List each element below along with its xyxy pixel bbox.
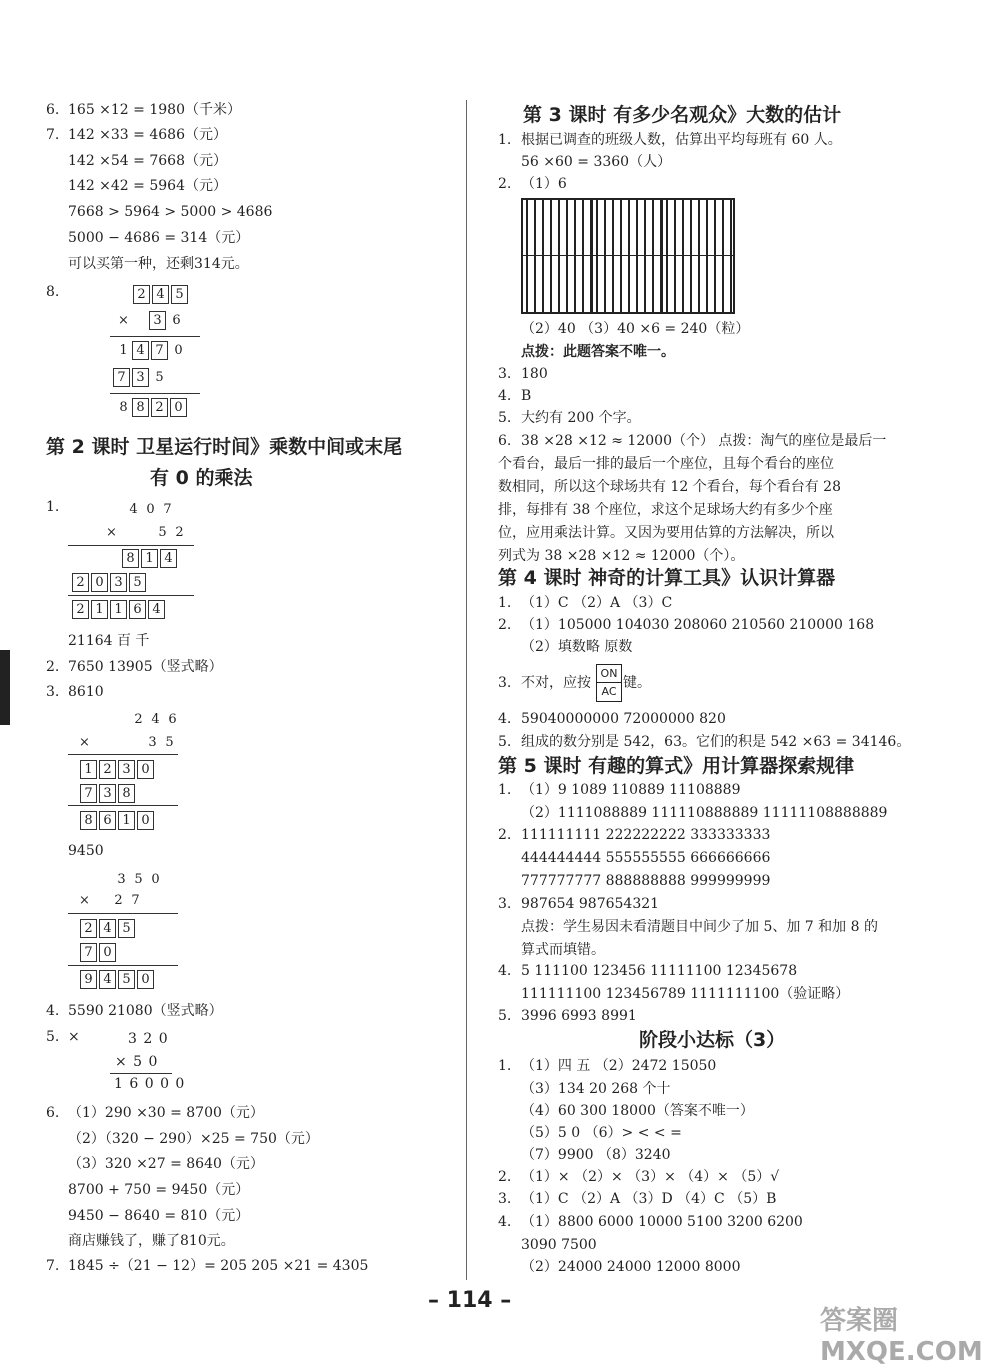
l2q3-row [80, 811, 156, 830]
digit-box: 1 [141, 549, 158, 568]
g1-line: （1）四 五 （2）2472 15050 [521, 1058, 717, 1074]
s4-answer: 59040000000 72000000 820 [521, 711, 726, 727]
digit-box: 1 [110, 600, 127, 619]
rule [68, 805, 178, 806]
digit-box: 0 [137, 760, 154, 779]
lesson2-title: 第 2 课时 卫星运行时间》乘数中间或末尾 [46, 436, 403, 458]
l2q3b-row [113, 870, 164, 889]
l2q1-row [72, 573, 148, 592]
p3-line: 987654 987654321 [521, 896, 660, 912]
s1-answer: （1）C （2）A （3）C [521, 595, 673, 611]
l2q3-row [80, 784, 137, 803]
digit-box: 4 [132, 341, 149, 360]
q7-line: 可以买第一种，还剩314元。 [68, 256, 249, 272]
q6-answer: 165 ×12 = 1980（千米） [68, 102, 241, 118]
rule [68, 545, 194, 546]
digit-box: 2 [99, 760, 116, 779]
l2q2-number: 2. [46, 659, 60, 675]
q7-number: 7. [46, 127, 60, 143]
digit-box: 4 [160, 549, 177, 568]
s5-answer: 组成的数分别是 542，63。它们的积是 542 ×63 = 34146。 [521, 734, 911, 750]
q7-line: 7668 > 5964 > 5000 > 4686 [68, 204, 273, 220]
digit-box: 2 [80, 919, 97, 938]
r4-answer: B [521, 388, 532, 404]
digit: 5 [158, 525, 167, 540]
p1-line: （1）9 1089 110889 11108889 [521, 782, 741, 798]
l2q1-number: 1. [46, 499, 60, 515]
l2q1-row [122, 549, 179, 568]
q8-row [115, 341, 187, 360]
grid-cell [662, 199, 734, 257]
r1-number: 1. [498, 132, 512, 148]
on-ac-key-icon [596, 664, 622, 702]
digit: 5 [134, 872, 143, 887]
digit: 2 [175, 525, 184, 540]
p5-answer: 3996 6993 8991 [521, 1008, 637, 1024]
r6-line: 列式为 38 ×28 ×12 ≈ 12000（个）。 [498, 548, 745, 564]
digit-box: 2 [72, 573, 89, 592]
l2q4-answer: 5590 21080（竖式略） [68, 1003, 223, 1019]
g1-line: （4）60 300 18000（答案不唯一） [521, 1103, 754, 1119]
digit: 7 [131, 893, 140, 908]
digit-box: 4 [99, 919, 116, 938]
r2-answer: （1）6 [521, 176, 567, 192]
digit: 0 [151, 872, 160, 887]
digit: 5 [155, 370, 164, 385]
l2q3b-row [80, 970, 156, 989]
l2q3b-row [80, 943, 118, 962]
digit: 2 [114, 893, 123, 908]
g1-line: （3）134 20 268 个十 [521, 1081, 671, 1097]
l2q7-answer: 1845 ÷（21 − 12）= 205 205 ×21 = 4305 [68, 1258, 369, 1274]
digit-box: 7 [80, 784, 97, 803]
l2q3-answer-2: 9450 [68, 843, 104, 859]
l2q1-row [103, 523, 188, 542]
l2q6-line: （1）290 ×30 = 8700（元） [68, 1105, 264, 1121]
l2q5-mark: × [68, 1029, 80, 1045]
rule [68, 754, 178, 755]
r6-line: 排，每排有 38 个座位，求这个足球场大约有多少个座 [498, 502, 833, 518]
times-sign: × [118, 313, 129, 328]
bean-grid-image [521, 198, 735, 314]
l2q3-number: 3. [46, 684, 60, 700]
r1-line: 根据已调查的班级人数，估算出平均每班有 60 人。 [521, 132, 842, 148]
times-sign: × [79, 893, 90, 908]
q7-line: 142 ×54 = 7668（元） [68, 153, 227, 169]
l2q6-line: （3）320 ×27 = 8640（元） [68, 1156, 264, 1172]
r5-answer: 大约有 200 个字。 [521, 410, 641, 426]
digit: 0 [174, 343, 183, 358]
digit-box: 4 [99, 970, 116, 989]
l2q6-line: （2）（320 − 290）×25 = 750（元） [68, 1131, 319, 1147]
digit-box: 2 [133, 285, 150, 304]
p2-line: 777777777 888888888 999999999 [521, 873, 771, 889]
p3-line: 算式而填错。 [521, 942, 605, 958]
p2-line: 444444444 555555555 666666666 [521, 850, 771, 866]
key-label-ac: AC [597, 682, 621, 700]
g2-answer: （1）× （2）× （3）× （4）× （5）√ [521, 1169, 780, 1185]
g4-line: （1）8800 6000 10000 5100 3200 6200 [521, 1214, 803, 1230]
s2-line: （2）填数略 原数 [521, 639, 633, 655]
l2q5-row: 1 6 0 0 0 [114, 1076, 186, 1092]
q7-line: 142 ×42 = 5964（元） [68, 178, 227, 194]
rule [68, 965, 178, 966]
digit-box: 6 [129, 600, 146, 619]
s5-number: 5. [498, 734, 512, 750]
digit-box: 0 [170, 398, 187, 417]
r5-number: 5. [498, 410, 512, 426]
p4-number: 4. [498, 963, 512, 979]
digit-box: 2 [72, 600, 89, 619]
r6-line: 个看台，最后一排的最后一个座位，且每个看台的座位 [498, 456, 834, 472]
l2q7-number: 7. [46, 1258, 60, 1274]
digit-box: 7 [113, 368, 130, 387]
digit: 8 [119, 400, 128, 415]
key-label-on: ON [600, 667, 618, 680]
q7-line: 5000 − 4686 = 314（元） [68, 230, 250, 246]
digit-box: 3 [118, 760, 135, 779]
r6-number: 6. [498, 433, 512, 449]
s3-number: 3. [498, 675, 512, 691]
l2q5-row: 3 2 0 [128, 1031, 169, 1047]
digit: 1 [119, 343, 128, 358]
q8-row [113, 368, 168, 387]
l2q3b-row [80, 919, 137, 938]
g2-number: 2. [498, 1169, 512, 1185]
l2q4-number: 4. [46, 1003, 60, 1019]
digit-box: 3 [132, 368, 149, 387]
l2q6-line: 商店赚钱了，赚了810元。 [68, 1233, 235, 1249]
digit: 6 [172, 313, 181, 328]
r3-answer: 180 [521, 366, 548, 382]
g3-answer: （1）C （2）A （3）D （4）C （5）B [521, 1191, 777, 1207]
g1-number: 1. [498, 1058, 512, 1074]
digit-box: 0 [91, 573, 108, 592]
q8-number: 8. [46, 284, 60, 300]
digit: 6 [168, 712, 177, 727]
r2-number: 2. [498, 176, 512, 192]
g1-line: （5）5 0 （6）> < < = [521, 1125, 682, 1141]
p2-number: 2. [498, 827, 512, 843]
digit-box: 3 [110, 573, 127, 592]
digit-box: 1 [118, 811, 135, 830]
p4-line: 5 111100 123456 11111100 12345678 [521, 963, 798, 979]
l2q3-row [76, 733, 178, 752]
digit-box: 7 [80, 943, 97, 962]
l2q3-row [130, 710, 181, 729]
p4-line: 111111100 123456789 1111111100（验证略） [521, 986, 850, 1002]
page-number: – 114 – [428, 1288, 512, 1313]
rule [110, 393, 200, 394]
s3-text-end: 键。 [623, 675, 651, 691]
p2-line: 111111111 222222222 333333333 [521, 827, 771, 843]
lesson4-title: 第 4 课时 神奇的计算工具》认识计算器 [498, 567, 836, 589]
digit: 4 [151, 712, 160, 727]
digit-box: 4 [152, 285, 169, 304]
g1-line: （7）9900 （8）3240 [521, 1147, 671, 1163]
digit-box: 5 [118, 919, 135, 938]
digit-box: 0 [137, 811, 154, 830]
q6-number: 6. [46, 102, 60, 118]
r2-tip: 点拨：此题答案不唯一。 [521, 344, 675, 360]
digit: 3 [117, 872, 126, 887]
digit-box: 7 [151, 341, 168, 360]
g4-number: 4. [498, 1214, 512, 1230]
p3-line: 点拨：学生易因未看清题目中间少了加 5、加 7 和加 8 的 [521, 919, 878, 935]
digit-box: 9 [80, 970, 97, 989]
scan-mark [0, 650, 10, 725]
p1-line: （2）1111088889 111110888889 11111108888889 [521, 805, 888, 821]
r6-line: 位，应用乘法计算。又因为要用估算的方法解决，所以 [498, 525, 834, 541]
l2q5-row: × 5 0 [115, 1054, 159, 1070]
digit: 7 [163, 502, 172, 517]
p3-number: 3. [498, 896, 512, 912]
digit-box: 6 [99, 811, 116, 830]
digit-box: 4 [148, 600, 165, 619]
grid-cell [662, 255, 734, 313]
r6-line: 38 ×28 ×12 ≈ 12000（个） 点拨：淘气的座位是最后一 [521, 433, 887, 449]
digit-box: 1 [91, 600, 108, 619]
p5-number: 5. [498, 1008, 512, 1024]
grid-cell [592, 255, 664, 313]
l2q1-row [125, 500, 176, 519]
r1-line: 56 ×60 = 3360（人） [521, 154, 672, 170]
p1-number: 1. [498, 782, 512, 798]
times-sign: × [106, 525, 117, 540]
digit: 4 [129, 502, 138, 517]
digit: 0 [146, 502, 155, 517]
rule [68, 913, 178, 914]
rule [68, 595, 194, 596]
l2q1-answer: 21164 百 千 [68, 633, 150, 649]
digit-box: 8 [122, 549, 139, 568]
times-sign: × [79, 735, 90, 750]
l2q6-line: 9450 − 8640 = 810（元） [68, 1208, 250, 1224]
q8-row [133, 285, 190, 304]
digit-box: 0 [99, 943, 116, 962]
digit-box: 1 [80, 760, 97, 779]
l2q3-row [80, 760, 156, 779]
rule [110, 336, 200, 337]
l2q3b-row [76, 891, 144, 910]
l2q2-answer: 7650 13905（竖式略） [68, 659, 223, 675]
grid-cell [522, 199, 594, 257]
rule [110, 1073, 172, 1074]
s2-line: （1）105000 104030 208060 210560 210000 168 [521, 617, 875, 633]
r3-number: 3. [498, 366, 512, 382]
column-divider [466, 100, 467, 1280]
digit: 3 [148, 735, 157, 750]
digit-box: 3 [149, 311, 166, 330]
lesson2-title-cont: 有 0 的乘法 [150, 467, 253, 489]
s1-number: 1. [498, 595, 512, 611]
l2q1-row [72, 600, 167, 619]
s4-number: 4. [498, 711, 512, 727]
stage-title: 阶段小达标（3） [639, 1029, 786, 1051]
digit-box: 8 [132, 398, 149, 417]
digit: 2 [134, 712, 143, 727]
q7-line: 142 ×33 = 4686（元） [68, 127, 227, 143]
l2q5-number: 5. [46, 1029, 60, 1045]
r4-number: 4. [498, 388, 512, 404]
s3-text: 不对，应按 [521, 675, 591, 691]
l2q6-number: 6. [46, 1105, 60, 1121]
digit-box: 5 [118, 970, 135, 989]
l2q6-line: 8700 + 750 = 9450（元） [68, 1182, 250, 1198]
digit-box: 2 [151, 398, 168, 417]
g4-line: 3090 7500 [521, 1237, 597, 1253]
digit-box: 5 [129, 573, 146, 592]
g4-line: （2）24000 24000 12000 8000 [521, 1259, 741, 1275]
r6-line: 数相同，所以这个球场共有 12 个看台，每个看台有 28 [498, 479, 841, 495]
digit-box: 8 [80, 811, 97, 830]
digit-box: 3 [99, 784, 116, 803]
s2-number: 2. [498, 617, 512, 633]
grid-cell [522, 255, 594, 313]
grid-cell [592, 199, 664, 257]
digit-box: 8 [118, 784, 135, 803]
q8-row [115, 398, 189, 417]
digit-box: 0 [137, 970, 154, 989]
lesson3-title: 第 3 课时 有多少名观众》大数的估计 [523, 104, 842, 126]
digit: 5 [165, 735, 174, 750]
lesson5-title: 第 5 课时 有趣的算式》用计算器探索规律 [498, 755, 855, 777]
g3-number: 3. [498, 1191, 512, 1207]
q8-row [115, 311, 185, 330]
l2q3-answer: 8610 [68, 684, 104, 700]
digit-box: 5 [171, 285, 188, 304]
watermark-logo: 答案圈 MXQE.COM [820, 1306, 983, 1367]
r2-answer-2: （2）40 （3）40 ×6 = 240（粒） [521, 321, 750, 337]
